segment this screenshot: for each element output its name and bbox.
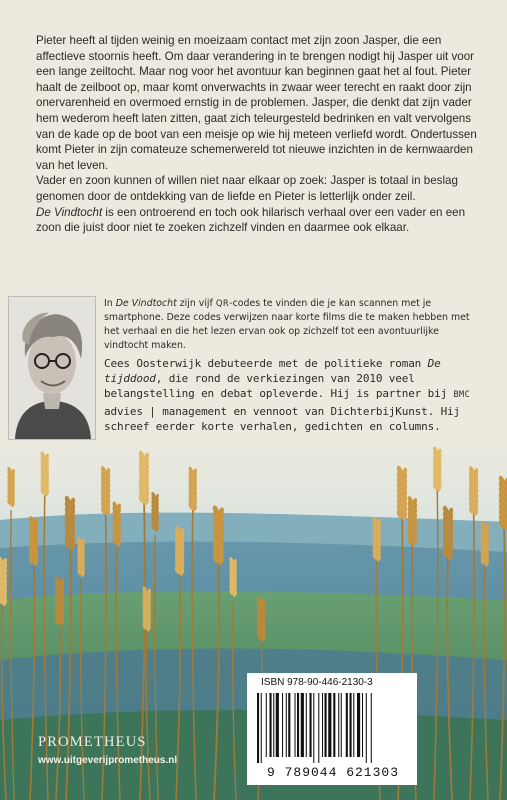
blurb-paragraph-3: De Vindtocht is een ontroerend en toch ook hilarisch verhaal over een vader en een zoon die juist door niet te zoeken zichzelf vinden en daarmee ook elkaar.: [36, 205, 466, 235]
barcode-bar: [350, 693, 352, 757]
isbn-digits: 9 789044 621303: [266, 765, 400, 780]
barcode-bar: [286, 693, 287, 757]
barcode-bar: [306, 693, 307, 757]
barcode-bar: [333, 693, 335, 757]
barcode-bar: [353, 693, 354, 757]
barcode-bar: [371, 693, 372, 763]
book-title-qr: De Vindtocht: [115, 298, 177, 309]
isbn-barcode-box: [247, 673, 417, 785]
blurb-paragraph-1: Pieter heeft al tijden weinig en moeizaam contact met zijn zoon Jasper, die een affectieve stoornis heeft. Om daar verandering in te brengen nodigt hij Jasper uit voor een lange zeiltocht. Maar nog voor het avontuur kan beginnen gaat het al fout. Pieter haalt de zeilboot op, maar komt onverwachts in zwaar weer terecht en raakt door zijn onervarenheid en overmoed ernstig in de problemen. Jasper, die denkt dat zijn vader hem wederom heeft laten zitten, gaat zich teleurgesteld bedrinken en valt vervolgens van de kade op de boot van een meisje op wie hij meteen verliefd wordt. Ondertussen komt Pieter in zijn comateuze schemerwereld tot nieuwe inzichten in de kernwaarden van het leven.: [36, 34, 477, 172]
author-bio: Cees Oosterwijk debuteerde met de politieke roman De tijddood, die rond de verkiezingen van 2010 veel belangstelling en debat opleverde. Hij is partner bij BMC advies | management en vennoot van DichterbijKunst. Hij schreef eerder korte verhalen, gedichten en columns.: [104, 357, 471, 433]
barcode-bar: [366, 693, 367, 763]
barcode-bar: [318, 693, 319, 763]
barcode-bar: [297, 693, 299, 757]
barcode-bar: [270, 693, 272, 757]
barcode-bar: [282, 693, 283, 757]
barcode-bar: [301, 693, 304, 757]
blurb-paragraph-2: Vader en zoon kunnen of willen niet naar elkaar op zoek: Jasper is totaal in beslag genomen door de ontdekking van de liefde en Pieter is letterlijk onder zeil.: [36, 174, 458, 203]
author-photo: [8, 296, 96, 440]
barcode-bar: [295, 693, 296, 757]
barcode-bar: [310, 693, 312, 757]
barcode-bar: [266, 693, 267, 757]
blurb-text: [36, 33, 481, 236]
barcode-bar: [288, 693, 290, 757]
book-title: De Vindtocht: [36, 205, 103, 219]
barcode-bar: [341, 693, 342, 757]
barcode-bar: [273, 693, 274, 757]
qr-code-note: In De Vindtocht zijn vijf QR-codes te vinden die je kan scannen met je smartphone. Deze codes verwijzen naar korte films die te maken hebben met het verhaal en die het lezen ervan ook op zichzelf tot een avontuurlijke vindtocht maken.: [104, 298, 470, 351]
barcode-bar: [328, 693, 331, 757]
barcode-bar: [261, 693, 262, 763]
barcode-bar: [362, 693, 363, 757]
barcode-bar: [338, 693, 339, 757]
barcode-bar: [357, 693, 360, 757]
barcode-bar: [325, 693, 327, 757]
barcode-bar: [257, 693, 259, 763]
isbn-label: ISBN 978-90-446-2130-3: [261, 677, 373, 688]
barcode: [255, 693, 411, 763]
barcode-bar: [313, 693, 314, 763]
barcode-bar: [322, 693, 323, 757]
barcode-bar: [276, 693, 279, 757]
debut-title: De tijddood: [104, 357, 441, 386]
publisher-website: www.uitgeverijprometheus.nl: [38, 755, 178, 766]
publisher-logo: PROMETHEUS: [38, 734, 147, 750]
barcode-bar: [346, 693, 348, 757]
